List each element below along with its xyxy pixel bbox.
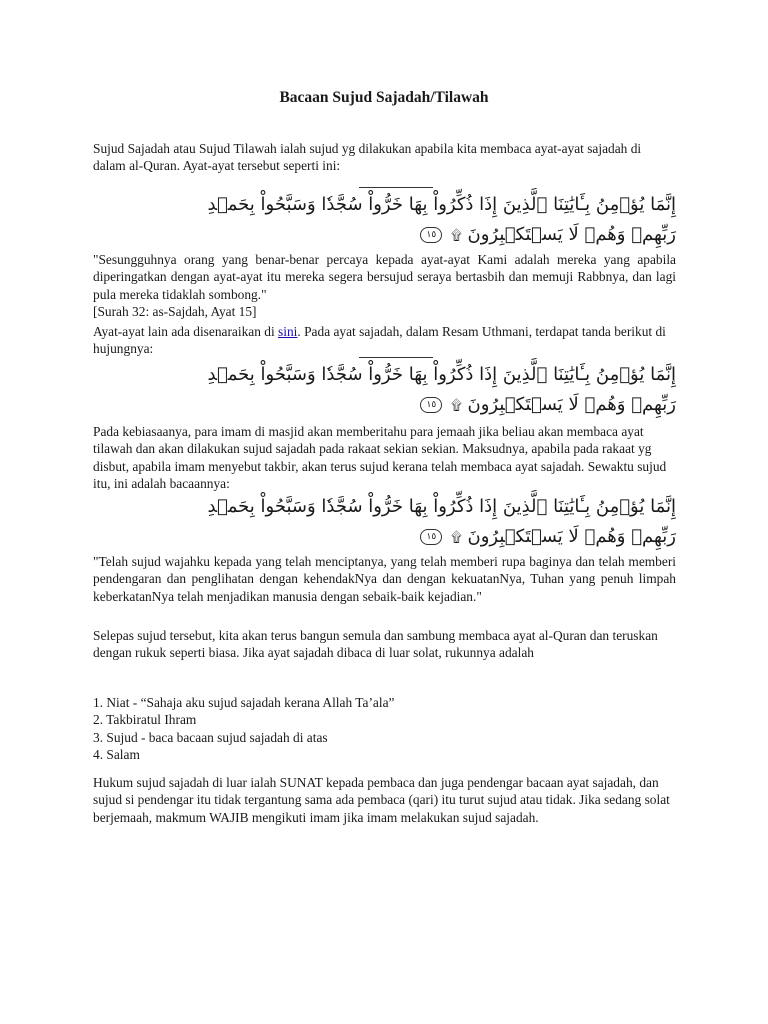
verse-line-2	[93, 526, 676, 549]
paragraph-2	[93, 323, 676, 358]
verse-overline-1	[359, 187, 433, 188]
ayah-number-icon: ١٥	[420, 529, 442, 545]
list-item: 2. Takbiratul Ihram	[93, 712, 197, 728]
page-title: Bacaan Sujud Sajadah/Tilawah	[279, 89, 489, 106]
list-item: 3. Sujud - baca bacaan sujud sajadah di atas	[93, 729, 328, 745]
sajdah-sign-icon: ۩	[451, 228, 462, 244]
verse-block-2	[93, 364, 676, 417]
paragraph-2-before: Ayat-ayat lain ada disenaraikan di	[93, 324, 279, 339]
paragraph-2-after: . Pada ayat sajadah, dalam Resam Uthmani, terdapat tanda berikut di hujungnya:	[93, 324, 666, 357]
sajdah-sign-icon: ۩	[451, 530, 462, 546]
verse-line-2-text: رَبِّهِمۡ وَهُمۡ لَا يَسۡتَكۡبِرُونَ	[467, 526, 676, 547]
verse-overline-2	[359, 357, 433, 358]
list-item: 4. Salam	[93, 746, 140, 762]
translation-paragraph-2: "Telah sujud wajahku kepada yang telah menciptanya, yang telah memberi rupa baginya dan telah memberi pendengaran dan penglihatan dengan kehendakNya dan dengan kekuatanNya, Tuhan yang penuh limpah keberkatanNya telah menjadikan manusia dengan sebaik-baik kejadian."	[93, 554, 676, 604]
steps-list	[93, 694, 676, 763]
surah-reference: [Surah 32: as-Sajdah, Ayat 15]	[93, 303, 257, 319]
verse-line-2	[93, 394, 676, 417]
verse-line-1: إِنَّمَا يُؤۡمِنُ بِـَٔايَٰتِنَا ٱلَّذِينَ إِذَا ذُكِّرُواْ بِهَا خَرُّواْ سُجَّدٗا وَسَبَّحُواْ بِحَمۡدِ	[207, 194, 676, 215]
list-item: 1. Niat - “Sahaja aku sujud sajadah kerana Allah Ta’ala”	[93, 695, 395, 710]
paragraph-5: Hukum sujud sajadah di luar ialah SUNAT kepada pembaca dan juga pendengar bacaan ayat sajadah, dan sujud si pendengar itu tidak tergantung sama ada pembaca (qari) itu turut sujud atau tidak. Jika sedang solat berjemaah, makmum WAJIB mengikuti imam jika imam melakukan sujud sajadah.	[93, 775, 670, 825]
verse-block-3	[93, 496, 676, 549]
paragraph-3: Pada kebiasaanya, para imam di masjid akan memberitahu para jemaah jika beliau akan membaca ayat tilawah dan akan dilakukan sujud sajadah pada rakaat sekian sekian. Maksudnya, apabila pada rakaat yg disbut, apabila imam menyebut takbir, akan terus sujud kerana telah membaca ayat sajadah. Sewaktu sujud itu, ini adalah bacaannya:	[93, 424, 667, 491]
verse-line-1: إِنَّمَا يُؤۡمِنُ بِـَٔايَٰتِنَا ٱلَّذِينَ إِذَا ذُكِّرُواْ بِهَا خَرُّواْ سُجَّدٗا وَسَبَّحُواْ بِحَمۡدِ	[207, 496, 676, 517]
verse-line-2-text: رَبِّهِمۡ وَهُمۡ لَا يَسۡتَكۡبِرُونَ	[467, 224, 676, 245]
sajdah-sign-icon: ۩	[451, 398, 462, 414]
translation-paragraph-1	[93, 251, 676, 320]
sini-link[interactable]: sini	[278, 324, 298, 339]
verse-line-1: إِنَّمَا يُؤۡمِنُ بِـَٔايَٰتِنَا ٱلَّذِينَ إِذَا ذُكِّرُواْ بِهَا خَرُّواْ سُجَّدٗا وَسَبَّحُواْ بِحَمۡدِ	[207, 364, 676, 385]
intro-paragraph: Sujud Sajadah atau Sujud Tilawah ialah sujud yg dilakukan apabila kita membaca ayat-ayat sajadah di dalam al-Quran. Ayat-ayat tersebut seperti ini:	[93, 141, 642, 174]
verse-line-2-text: رَبِّهِمۡ وَهُمۡ لَا يَسۡتَكۡبِرُونَ	[467, 394, 676, 415]
translation-text-1: "Sesungguhnya orang yang benar-benar percaya kepada ayat-ayat Kami adalah mereka yang apabila diperingatkan dengan ayat-ayat itu mereka segera bersujud seraya bertasbih dan memuji Rabbnya, dan lagi pula mereka tidaklah sombong."	[93, 252, 676, 302]
ayah-number-icon: ١٥	[420, 227, 442, 243]
verse-line-2	[93, 224, 676, 247]
verse-block-1	[93, 194, 676, 247]
paragraph-4: Selepas sujud tersebut, kita akan terus bangun semula dan sambung membaca ayat al-Quran dan teruskan dengan rukuk seperti biasa. Jika ayat sajadah dibaca di luar solat, rukunnya adalah	[93, 628, 658, 661]
ayah-number-icon: ١٥	[420, 397, 442, 413]
